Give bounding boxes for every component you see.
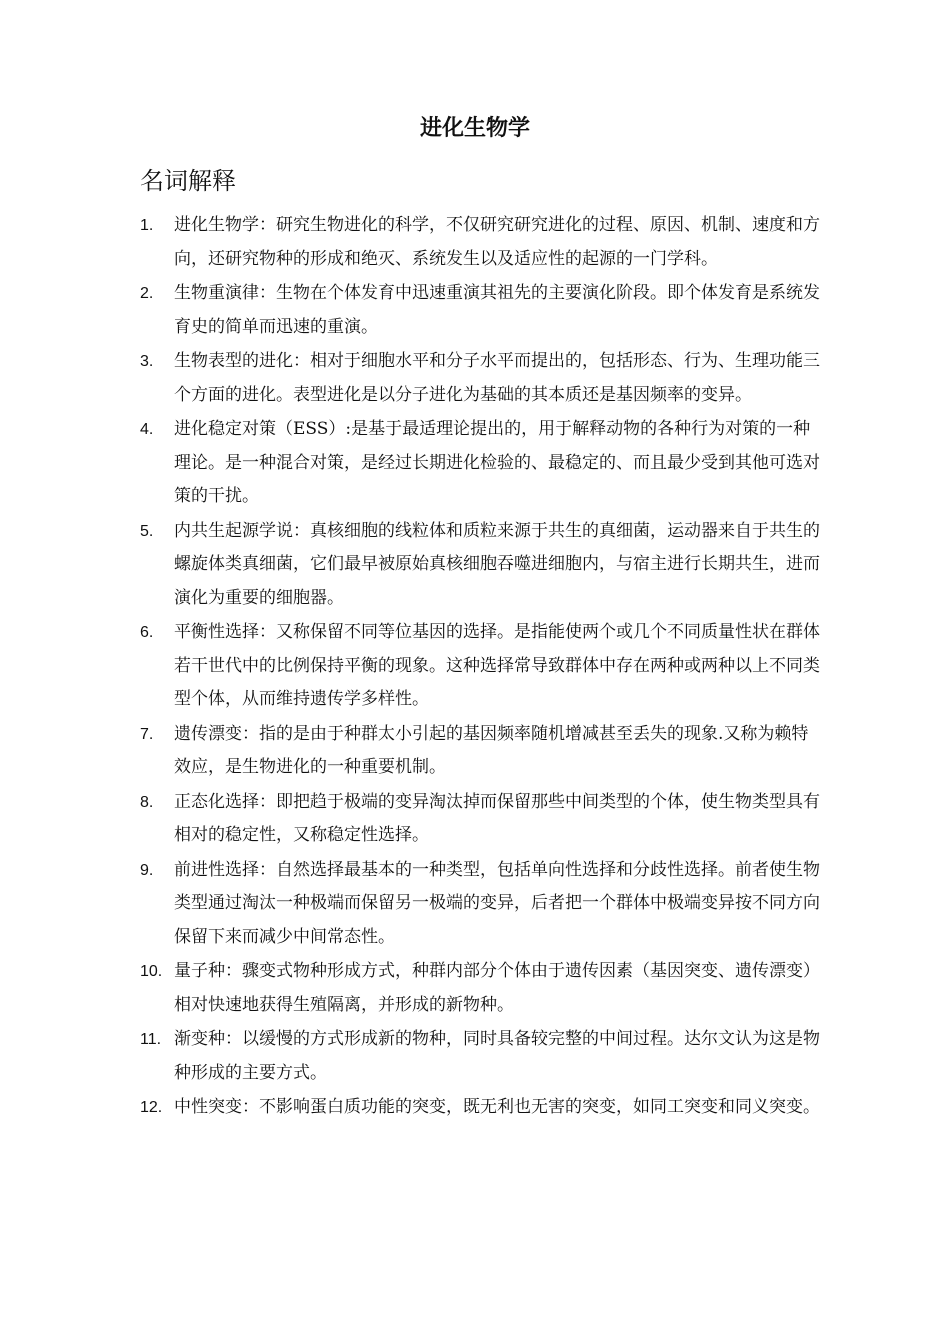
term-text: 进化生物学：研究生物进化的科学，不仅研究研究进化的过程、原因、机制、速度和方向，还研究物种的形成和绝灭、系统发生以及适应性的起源的一门学科。 xyxy=(174,215,820,269)
term-item-12 xyxy=(140,1091,820,1125)
term-text: 正态化选择：即把趋于极端的变异淘汰掉而保留那些中间类型的个体，使生物类型具有相对的稳定性，又称稳定性选择。 xyxy=(174,791,820,845)
term-number: 11. xyxy=(140,1031,162,1048)
term-item-6 xyxy=(140,616,820,717)
term-text: 生物表型的进化：相对于细胞水平和分子水平而提出的，包括形态、行为、生理功能三个方面的进化。表型进化是以分子进化为基础的其本质还是基因频率的变异。 xyxy=(174,351,820,405)
term-text: 遗传漂变：指的是由于种群太小引起的基因频率随机增减甚至丢失的现象.又称为赖特效应，是生物进化的一种重要机制。 xyxy=(174,723,809,777)
term-number: 2. xyxy=(140,285,154,302)
term-text: 进化稳定对策（ESS）:是基于最适理论提出的，用于解释动物的各种行为对策的一种理论。是一种混合对策，是经过长期进化检验的、最稳定的、而且最少受到其他可选对策的干扰。 xyxy=(174,419,820,506)
term-item-9 xyxy=(140,854,820,955)
term-number: 5. xyxy=(140,522,154,540)
term-item-8 xyxy=(140,786,820,853)
document-title: 进化生物学 xyxy=(419,116,530,141)
term-number: 3. xyxy=(140,353,154,370)
term-text: 中性突变：不影响蛋白质功能的突变，既无利也无害的突变，如同工突变和同义突变。 xyxy=(174,1097,820,1117)
term-item-10 xyxy=(140,955,820,1022)
term-number: 9. xyxy=(140,861,154,879)
term-item-11 xyxy=(140,1023,820,1090)
term-item-3 xyxy=(140,345,820,412)
term-text: 平衡性选择：又称保留不同等位基因的选择。是指能使两个或几个不同质量性状在群体若干世代中的比例保持平衡的现象。这种选择常导致群体中存在两种或两种以上不同类型个体，从而维持遗传学多样性。 xyxy=(174,622,820,709)
term-number: 12. xyxy=(140,1099,163,1116)
term-number: 8. xyxy=(140,793,154,811)
term-number: 1. xyxy=(140,217,154,234)
term-number: 7. xyxy=(140,725,154,743)
term-item-7 xyxy=(140,718,820,785)
term-number: 6. xyxy=(140,624,154,641)
term-text: 渐变种：以缓慢的方式形成新的物种，同时具备较完整的中间过程。达尔文认为这是物种形成的主要方式。 xyxy=(174,1029,820,1083)
term-number: 4. xyxy=(140,421,154,438)
term-item-2 xyxy=(140,277,820,344)
term-list xyxy=(140,209,820,1126)
term-text: 前进性选择：自然选择最基本的一种类型，包括单向性选择和分歧性选择。前者使生物类型通过淘汰一种极端而保留另一极端的变异，后者把一个群体中极端变异按不同方向保留下来而减少中间常态性。 xyxy=(174,859,820,947)
term-text: 量子种：骤变式物种形成方式，种群内部分个体由于遗传因素（基因突变、遗传漂变）相对快速地获得生殖隔离，并形成的新物种。 xyxy=(174,961,820,1015)
term-text: 内共生起源学说：真核细胞的线粒体和质粒来源于共生的真细菌，运动器来自于共生的螺旋体类真细菌，它们最早被原始真核细胞吞噬进细胞内，与宿主进行长期共生，进而演化为重要的细胞器。 xyxy=(174,520,820,608)
term-item-4 xyxy=(140,413,820,514)
term-item-5 xyxy=(140,515,820,616)
term-item-1 xyxy=(140,209,820,276)
term-number: 10. xyxy=(140,963,163,980)
term-text: 生物重演律：生物在个体发育中迅速重演其祖先的主要演化阶段。即个体发育是系统发育史的简单而迅速的重演。 xyxy=(174,283,820,337)
section-heading: 名词解释 xyxy=(140,167,236,195)
